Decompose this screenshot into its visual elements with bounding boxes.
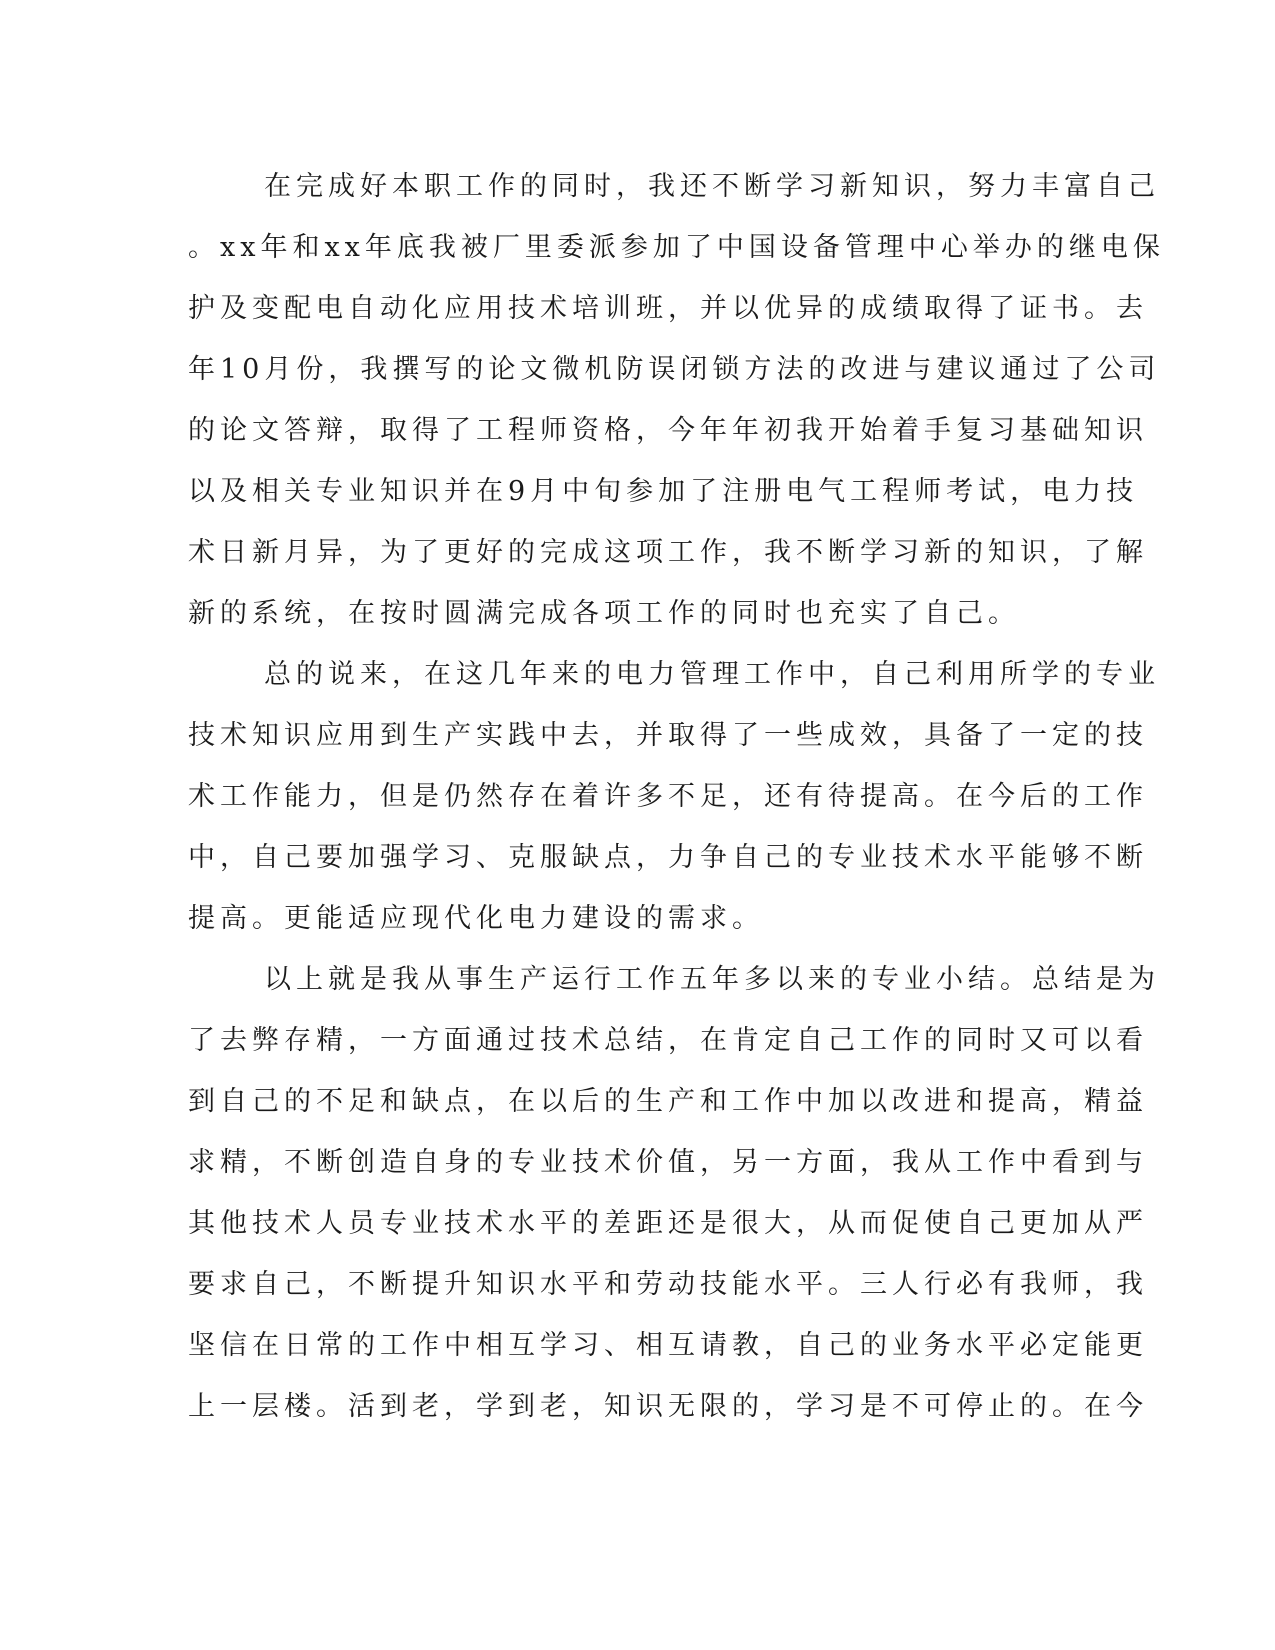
text-line: 新的系统，在按时圆满完成各项工作的同时也充实了自己。 xyxy=(188,598,1020,629)
text-line: 术工作能力，但是仍然存在着许多不足，还有待提高。在今后的工作 xyxy=(188,781,1148,812)
text-line: 护及变配电自动化应用技术培训班，并以优异的成绩取得了证书。去 xyxy=(188,293,1148,324)
text-line: 在完成好本职工作的同时，我还不断学习新知识，努力丰富自己 xyxy=(264,171,1160,202)
text-line: 求精，不断创造自身的专业技术价值，另一方面，我从工作中看到与 xyxy=(188,1147,1148,1178)
body-text xyxy=(188,156,1165,1437)
text-line: 其他技术人员专业技术水平的差距还是很大，从而促使自己更加从严 xyxy=(188,1208,1148,1239)
text-line: 上一层楼。活到老，学到老，知识无限的，学习是不可停止的。在今 xyxy=(188,1391,1148,1422)
text-line: 以及相关专业知识并在9月中旬参加了注册电气工程师考试，电力技 xyxy=(188,476,1139,507)
text-line: 的论文答辩，取得了工程师资格，今年年初我开始着手复习基础知识 xyxy=(188,415,1148,446)
text-line: 提高。更能适应现代化电力建设的需求。 xyxy=(188,903,764,934)
text-line: 中，自己要加强学习、克服缺点，力争自己的专业技术水平能够不断 xyxy=(188,842,1148,873)
text-line: 了去弊存精，一方面通过技术总结，在肯定自己工作的同时又可以看 xyxy=(188,1025,1148,1056)
text-line: 以上就是我从事生产运行工作五年多以来的专业小结。总结是为 xyxy=(264,964,1160,995)
text-line: 。xx年和xx年底我被厂里委派参加了中国设备管理中心举办的继电保 xyxy=(188,232,1165,263)
text-line: 坚信在日常的工作中相互学习、相互请教，自己的业务水平必定能更 xyxy=(188,1330,1148,1361)
text-line: 术日新月异，为了更好的完成这项工作，我不断学习新的知识，了解 xyxy=(188,537,1148,568)
text-line: 要求自己，不断提升知识水平和劳动技能水平。三人行必有我师，我 xyxy=(188,1269,1148,1300)
text-line: 总的说来，在这几年来的电力管理工作中，自己利用所学的专业 xyxy=(264,659,1160,690)
text-line: 年10月份，我撰写的论文微机防误闭锁方法的改进与建议通过了公司 xyxy=(188,354,1161,385)
text-line: 到自己的不足和缺点，在以后的生产和工作中加以改进和提高，精益 xyxy=(188,1086,1148,1117)
text-line: 技术知识应用到生产实践中去，并取得了一些成效，具备了一定的技 xyxy=(188,720,1148,751)
